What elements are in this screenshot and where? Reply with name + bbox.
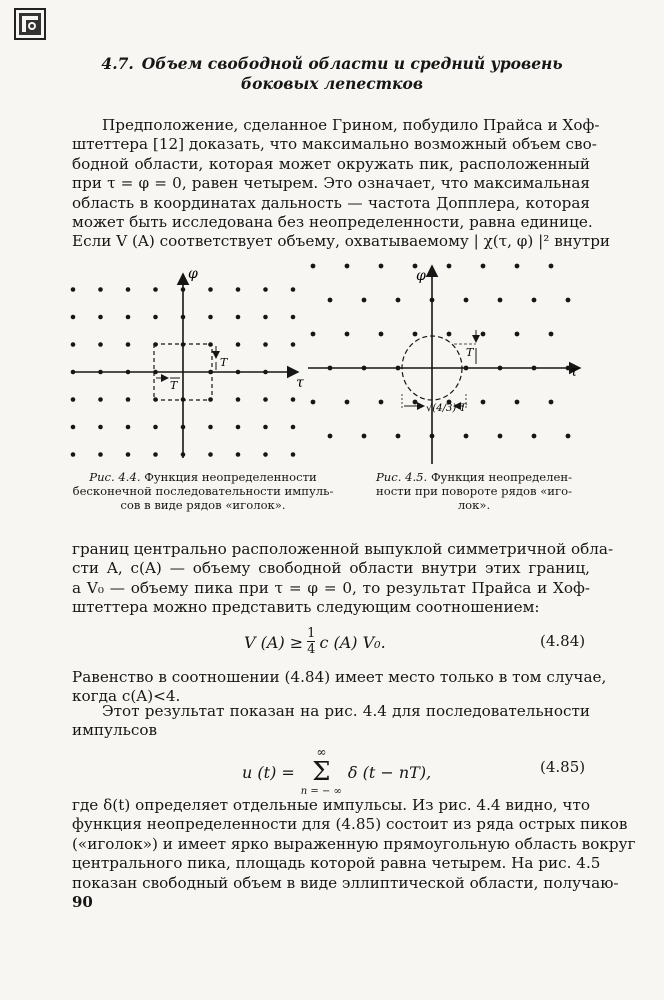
- figure-4-5: [304, 256, 588, 468]
- text-line: штеттера можно представить следующим соотношением:: [72, 598, 540, 617]
- needle-peak-dot: [153, 315, 158, 320]
- t-label-horizontal: T: [170, 379, 178, 392]
- needle-peak-dot: [345, 264, 350, 269]
- paragraph-1: [72, 116, 611, 252]
- needle-peak-dot: [236, 342, 241, 347]
- needle-peak-dot: [126, 452, 131, 457]
- needle-peak-dot: [447, 264, 452, 269]
- needle-peak-dot: [345, 332, 350, 337]
- needle-peak-dot: [98, 452, 103, 457]
- needle-peak-dot: [126, 315, 131, 320]
- tau-axis-label: τ: [296, 375, 304, 391]
- paragraph-3: [72, 668, 607, 707]
- text-line: при τ = φ = 0, равен четырем. Это означает, что максимальная: [72, 174, 590, 193]
- equation-lhs: u (t) =: [242, 762, 295, 782]
- text-line: импульсов: [72, 721, 158, 740]
- caption-line: Функция неопределенности: [144, 470, 317, 484]
- sum-upper-limit: ∞: [316, 745, 327, 759]
- needle-peak-dot: [328, 298, 333, 303]
- needle-peak-dot: [153, 425, 158, 430]
- needle-peak-dot: [126, 287, 131, 292]
- needle-peak-dot: [71, 342, 76, 347]
- needle-peak-dot: [153, 287, 158, 292]
- text-line: где δ(t) определяет отдельные импульсы. Из рис. 4.4 видно, что: [72, 796, 590, 814]
- needle-peak-dot: [291, 315, 296, 320]
- needle-peak-dot: [291, 452, 296, 457]
- needle-peak-dot: [379, 332, 384, 337]
- needle-peak-dot: [291, 397, 296, 402]
- needle-peak-dot: [549, 332, 554, 337]
- caption-line: бесконечной последовательности импуль-: [72, 484, 334, 498]
- needle-peak-dot: [263, 287, 268, 292]
- needle-peak-dot: [208, 315, 213, 320]
- section-title-line-2: боковых лепестков: [240, 74, 424, 93]
- phi-axis-label: φ: [188, 266, 198, 282]
- needle-peak-dot: [236, 287, 241, 292]
- needle-peak-dot: [71, 315, 76, 320]
- needle-peak-dot: [515, 400, 520, 405]
- needle-peak-dot: [98, 342, 103, 347]
- needle-peak-dot: [263, 397, 268, 402]
- tau-axis-label: τ: [570, 364, 578, 380]
- needle-peak-dot: [98, 287, 103, 292]
- needle-peak-dot: [413, 332, 418, 337]
- text-line: сти A, c(A) — объему свободной области внутри этих границ,: [72, 559, 590, 578]
- fraction-denominator: 4: [307, 642, 316, 657]
- caption-line: Функция неопределен-: [430, 470, 572, 484]
- text-line: («иголок») и имеет ярко выраженную прямоугольную область вокруг: [72, 834, 636, 853]
- needle-peak-dot: [236, 397, 241, 402]
- needle-peak-dot: [263, 425, 268, 430]
- needle-peak-dot: [549, 400, 554, 405]
- needle-peak-dot: [345, 400, 350, 405]
- text-line: область в координатах дальность — частота Допплера, которая: [72, 193, 590, 212]
- corner-ornament-icon: [14, 8, 46, 40]
- equation-number-4-85: (4.85): [540, 758, 586, 776]
- text-line: бодной области, которая может окружать пик, расположенный: [72, 154, 590, 173]
- needle-peak-dot: [71, 452, 76, 457]
- sum-lower-limit: n = − ∞: [300, 786, 342, 797]
- figure-4-5-caption: [356, 470, 592, 512]
- caption-line: ности при повороте рядов «иго-: [375, 484, 573, 498]
- page-number: 90: [72, 893, 93, 911]
- needle-peak-dot: [311, 332, 316, 337]
- section-number: 4.7.: [101, 54, 134, 73]
- needle-peak-dot: [236, 452, 241, 457]
- text-line: функция неопределенности для (4.85) состоит из ряда острых пиков: [72, 815, 628, 834]
- needle-peak-dot: [98, 315, 103, 320]
- needle-peak-dot: [515, 264, 520, 269]
- needle-peak-dot: [362, 298, 367, 303]
- figure-4-4-caption: [68, 470, 338, 512]
- needle-peak-dot: [291, 342, 296, 347]
- needle-peak-dot: [71, 425, 76, 430]
- text-line: Равенство в соотношении (4.84) имеет место только в том случае,: [72, 668, 607, 686]
- equation-4-84: [244, 620, 386, 664]
- equation-4-85: [242, 740, 431, 804]
- text-line: когда c(A)<4.: [72, 687, 181, 706]
- needle-peak-dot: [71, 397, 76, 402]
- needle-peak-dot: [236, 425, 241, 430]
- needle-peak-dot: [447, 332, 452, 337]
- needle-peak-dot: [291, 287, 296, 292]
- figure-4-4-label: Рис. 4.4.: [89, 470, 141, 484]
- text-line: Если V (A) соответствует объему, охватываемому | χ(τ, φ) |² внутри: [72, 232, 611, 251]
- needle-peak-dot: [98, 425, 103, 430]
- t-label-bottom: √(4/3) T: [426, 403, 467, 414]
- text-line: центрального пика, площадь которой равна четырем. На рис. 4.5: [72, 854, 601, 873]
- needle-peak-dot: [481, 264, 486, 269]
- figure-4-4: [66, 262, 306, 462]
- needle-peak-dot: [498, 298, 503, 303]
- needle-peak-dot: [236, 315, 241, 320]
- text-line: показан свободный объем в виде эллиптической области, получаю-: [72, 873, 619, 892]
- needle-peak-dot: [532, 298, 537, 303]
- needle-peak-dot: [498, 434, 503, 439]
- needle-peak-dot: [362, 434, 367, 439]
- paragraph-4: [72, 702, 590, 741]
- needle-peak-dot: [481, 400, 486, 405]
- needle-peak-dot: [71, 287, 76, 292]
- paragraph-5: [72, 796, 636, 893]
- text-line: Предположение, сделанное Грином, побудило Прайса и Хоф-: [102, 116, 600, 134]
- section-title-line-1: Объем свободной области и средний уровень: [141, 54, 563, 73]
- needle-peak-dot: [126, 397, 131, 402]
- figure-4-5-label: Рис. 4.5.: [375, 470, 428, 484]
- equation-lhs: V (A) ≥: [244, 632, 304, 652]
- needle-peak-dot: [566, 298, 571, 303]
- needle-peak-dot: [464, 298, 469, 303]
- sum-sign: Σ: [312, 757, 331, 787]
- caption-line: сов в виде рядов «иголок».: [120, 498, 286, 512]
- needle-peak-dot: [464, 434, 469, 439]
- needle-peak-dot: [379, 264, 384, 269]
- needle-peak-dot: [263, 452, 268, 457]
- needle-peak-dot: [311, 400, 316, 405]
- needle-peak-dot: [396, 298, 401, 303]
- needle-peak-dot: [481, 332, 486, 337]
- needle-peak-dot: [263, 342, 268, 347]
- needle-peak-dot: [413, 400, 418, 405]
- needle-peak-dot: [208, 452, 213, 457]
- section-title: [100, 54, 564, 94]
- needle-peak-dot: [566, 434, 571, 439]
- t-label-vertical: T: [220, 356, 228, 369]
- equation-rhs: c (A) V₀.: [319, 632, 386, 652]
- needle-peak-dot: [208, 425, 213, 430]
- needle-peak-dot: [549, 264, 554, 269]
- needle-peak-dot: [98, 397, 103, 402]
- sum-operator: [301, 746, 342, 798]
- phi-axis-label: φ: [416, 268, 426, 284]
- text-line: штеттера [12] доказать, что максимально возможный объем сво-: [72, 135, 597, 154]
- needle-peak-dot: [311, 264, 316, 269]
- text-line: Этот результат показан на рис. 4.4 для последовательности: [102, 702, 590, 720]
- needle-peak-dot: [126, 342, 131, 347]
- needle-peak-dot: [379, 400, 384, 405]
- needle-peak-dot: [126, 425, 131, 430]
- equation-number-4-84: (4.84): [540, 632, 586, 650]
- needle-peak-dot: [208, 287, 213, 292]
- needle-peak-dot: [515, 332, 520, 337]
- equation-rhs: δ (t − nT),: [347, 762, 432, 782]
- needle-peak-dot: [396, 434, 401, 439]
- needle-peak-dot: [532, 434, 537, 439]
- paragraph-2: [72, 540, 614, 618]
- text-line: границ центрально расположенной выпуклой симметричной обла-: [72, 540, 614, 558]
- text-line: может быть исследована без неопределенности, равна единице.: [72, 213, 593, 232]
- needle-peak-dot: [328, 434, 333, 439]
- needle-peak-dot: [291, 425, 296, 430]
- fraction-numerator: 1: [307, 626, 316, 641]
- text-line: а V₀ — объему пика при τ = φ = 0, то результат Прайса и Хоф-: [72, 578, 590, 597]
- equation-fraction: [307, 627, 315, 657]
- needle-peak-dot: [263, 315, 268, 320]
- needle-peak-dot: [153, 452, 158, 457]
- caption-line: лок».: [457, 498, 491, 512]
- t-label-top: T: [466, 346, 474, 359]
